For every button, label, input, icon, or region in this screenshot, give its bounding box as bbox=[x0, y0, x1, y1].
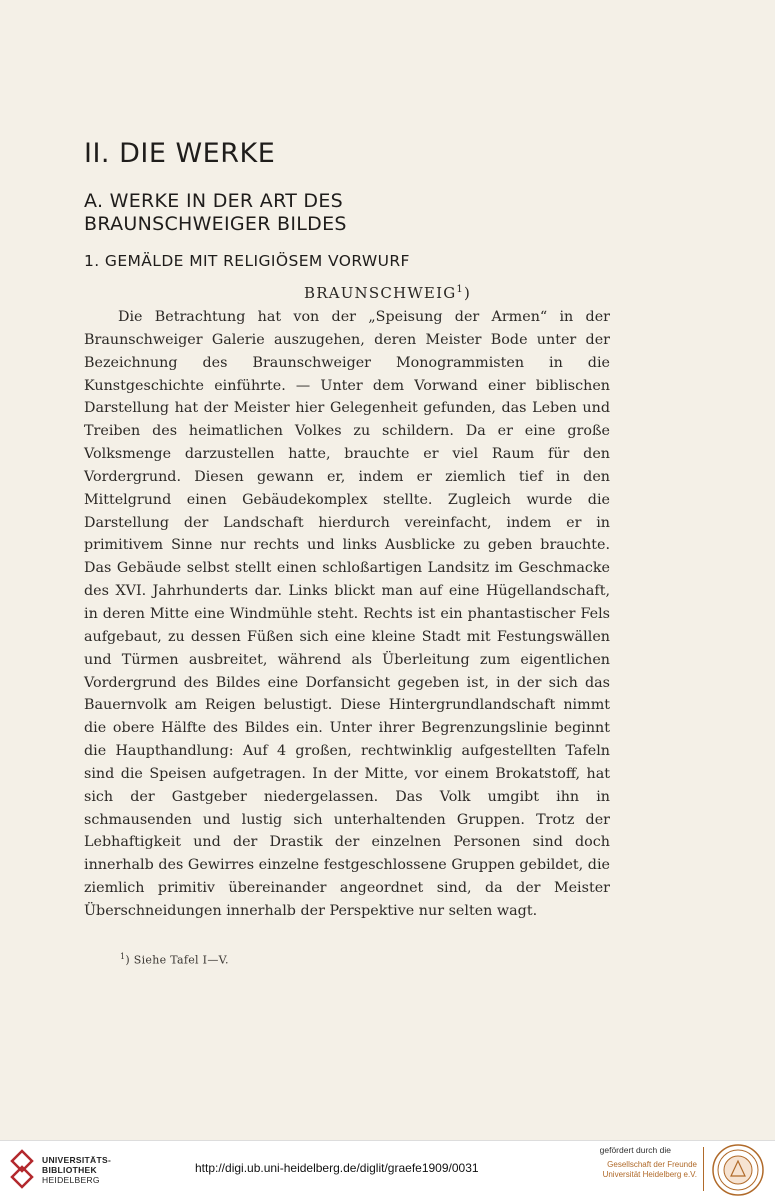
body-text bbox=[84, 306, 610, 923]
document-url-link[interactable]: http://digi.ub.uni-heidelberg.de/diglit/graefe1909/0031 bbox=[195, 1161, 479, 1175]
society-name bbox=[587, 1160, 697, 1180]
place-heading: BRAUNSCHWEIG$^1$) bbox=[303, 284, 472, 302]
chapter-heading: II. DIE WERKE bbox=[84, 138, 276, 169]
funded-by-label: gefördert durch die bbox=[599, 1145, 671, 1155]
library-name bbox=[42, 1155, 111, 1185]
section-heading bbox=[84, 190, 644, 236]
footnote-text: Siehe Tafel I—V. bbox=[133, 953, 229, 967]
university-seal-icon[interactable] bbox=[711, 1143, 765, 1197]
society-name-line-1: Gesellschaft der Freunde bbox=[607, 1160, 697, 1169]
footnote: $^1$) Siehe Tafel I—V. bbox=[120, 952, 229, 967]
place-footnote-ref: 1 bbox=[456, 284, 464, 295]
paragraph: Die Betrachtung hat von der „Speisung der Armen“ in der Braunschweiger Galerie auszugehen, deren Meister Bode unter der Bezeichnung des Braunschweiger Monogrammisten in die Kunstgeschichte einführte. — Unter dem Vorwand einer biblischen Darstellung hat der Meister hier Gelegenheit gefunden, das Leben und Treiben des heimatlichen Volkes zu schildern. Da er eine große Volksmenge darzustellen hatte, brauchte er viel Raum für den Vordergrund. Diesen gewann er, indem er ziemlich tief in den Mittelgrund einen Gebäudekomplex stellte. Zugleich wurde die Darstellung der Landschaft hierdurch vereinfacht, indem er in primitivem Sinne nur rechts und links Ausblicke zu geben brauchte. Das Gebäude selbst stellt einen schloßartigen Landsitz im Geschmacke des XVI. Jahrhunderts dar. Links blickt man auf eine Hügellandschaft, in deren Mitte eine Windmühle steht. Rechts ist ein phantastischer Fels aufgebaut, zu dessen Füßen sich eine kleine Stadt mit Festungswällen und Türmen ausbreitet, während als Überleitung zum eigentlichen Vordergrund des Bildes eine Dorfansicht gegeben ist, in der sich das Bauernvolk am Reigen belustigt. Diese Hintergrundlandschaft nimmt die obere Hälfte des Bildes ein. Unter ihrer Begrenzungslinie beginnt die Haupthandlung: Auf 4 großen, rechtwinklig aufgestellten Tafeln sind die Speisen aufgetragen. In der Mitte, vor einem Brokatstoff, hat sich der Gastgeber niedergelassen. Das Volk umgibt ihn in schmausenden und lustig sich unterhaltenden Gruppen. Trotz der Lebhaftigkeit und der Drastik der einzelnen Personen sind doch innerhalb des Gewirres einzelne festgeschlossene Gruppen gebildet, die ziemlich primitiv übereinander angeordnet sind, da der Meister Überschneidungen innerhalb der Perspektive nur selten wagt. bbox=[84, 309, 610, 919]
footnote-mark: 1 bbox=[120, 952, 126, 961]
subsection-heading: 1. GEMÄLDE MIT RELIGIÖSEM VORWURF bbox=[84, 252, 410, 270]
library-name-line-2: BIBLIOTHEK bbox=[42, 1165, 97, 1175]
section-heading-line-2: BRAUNSCHWEIGER BILDES bbox=[84, 213, 347, 235]
society-name-line-2: Universität Heidelberg e.V. bbox=[602, 1170, 697, 1179]
library-name-line-3: HEIDELBERG bbox=[42, 1175, 100, 1185]
library-name-line-1: UNIVERSITÄTS- bbox=[42, 1155, 112, 1165]
place-name: BRAUNSCHWEIG bbox=[303, 284, 457, 302]
footer-bar bbox=[0, 1140, 775, 1197]
university-library-logo-icon[interactable] bbox=[8, 1149, 36, 1189]
footer-divider bbox=[703, 1147, 704, 1191]
section-heading-line-1: A. WERKE IN DER ART DES bbox=[84, 190, 344, 212]
